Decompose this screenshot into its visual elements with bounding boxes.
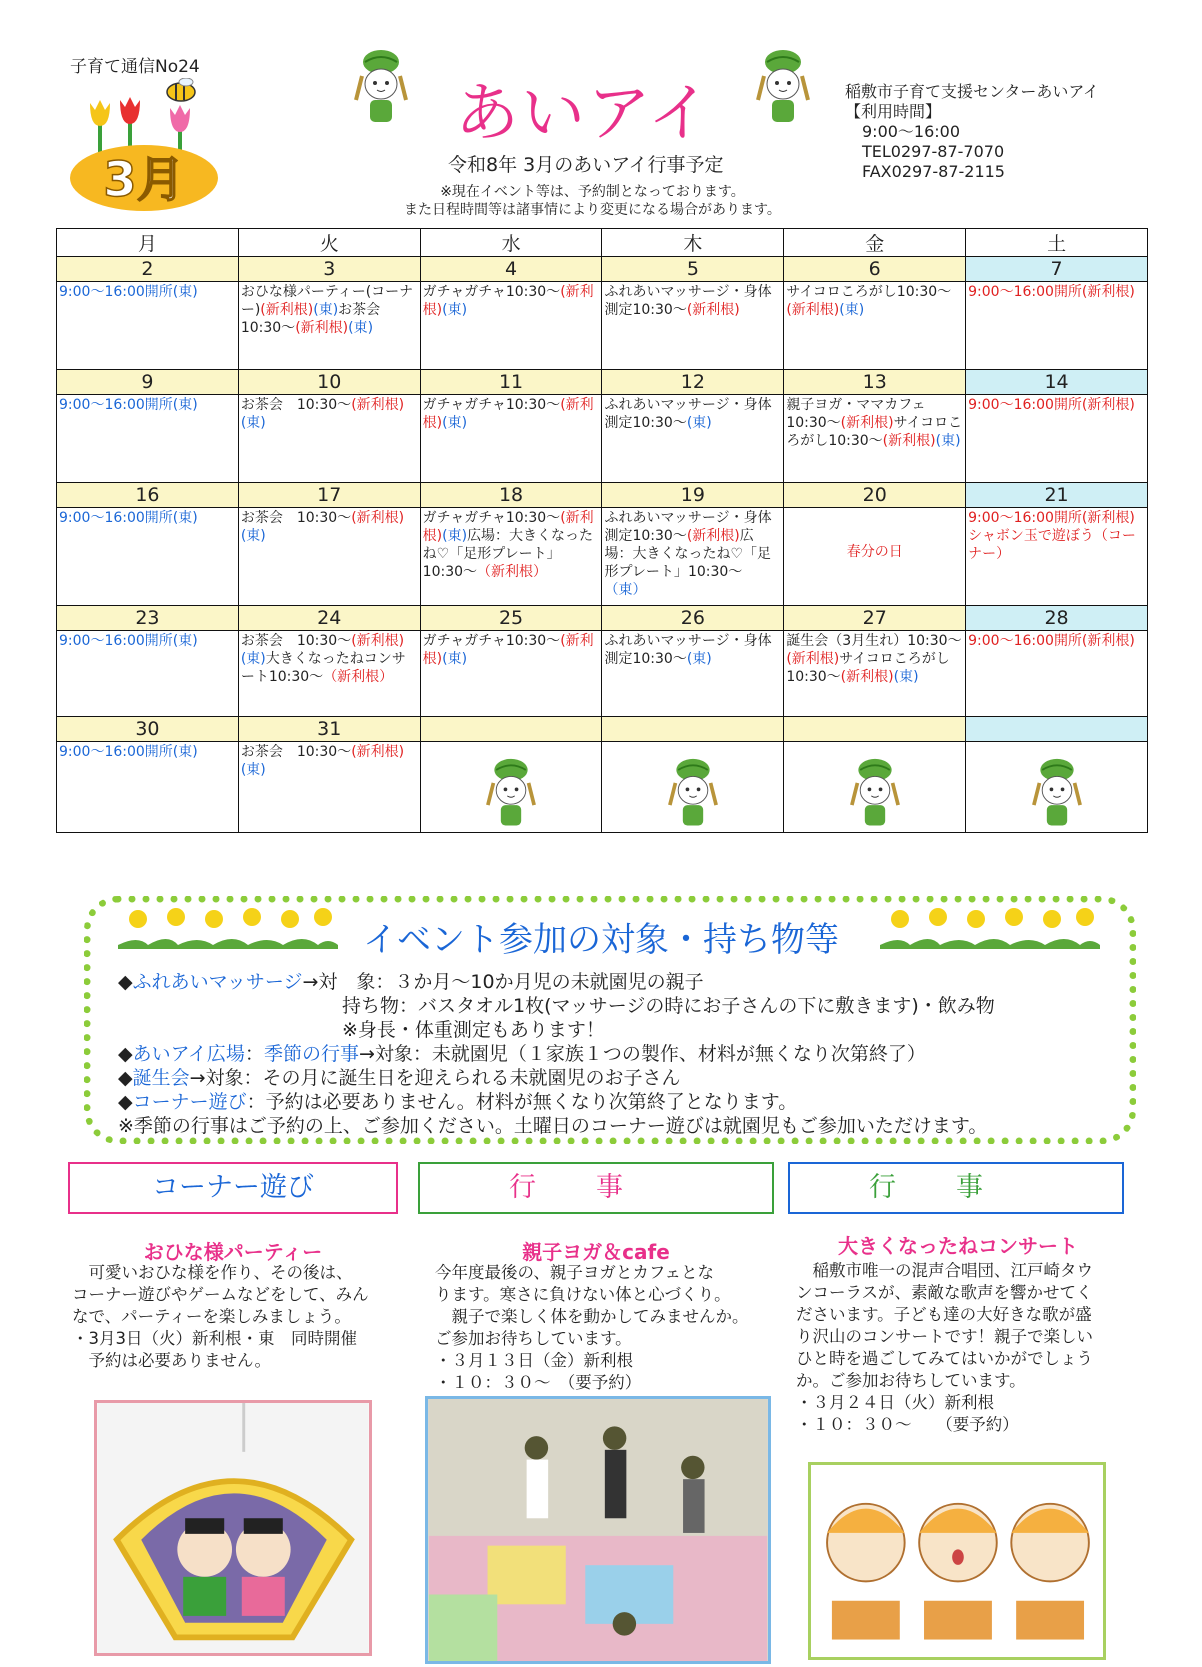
day-number <box>784 717 966 742</box>
event-text: 9:00～16:00 <box>59 510 145 526</box>
section-body-line: 今年度最後の、親子ヨガとカフェとな <box>435 1263 715 1282</box>
info-text: ふれあいマッサージ <box>132 971 303 993</box>
event-text: 9:00～16:00 <box>59 633 145 649</box>
info-text: ： <box>244 1043 264 1065</box>
day-cell <box>420 631 602 717</box>
section-body-line: ります。寒さに負けない体と心づくり。 <box>435 1285 731 1304</box>
section-body-line: なで、パーティーを楽しみましょう。 <box>72 1307 351 1326</box>
event-text: 9:00～16:00 <box>59 284 145 300</box>
day-number: 30 <box>57 717 239 742</box>
info-text: ◆ <box>118 1091 133 1113</box>
day-number: 17 <box>238 483 420 508</box>
event-text: 開所(東) <box>144 744 198 760</box>
month-badge <box>68 78 228 213</box>
event-text: (東) <box>240 651 266 667</box>
weekday-label: 火 <box>238 229 420 257</box>
event-text: (東) <box>686 651 712 667</box>
event-text: 9:00～16:00 <box>968 510 1054 526</box>
event-text: (新利根) <box>840 415 894 431</box>
event-text: 身体測定10:30～ <box>604 510 772 544</box>
day-cell <box>784 631 966 717</box>
event-text: (東) <box>686 415 712 431</box>
event-text: ガチャガチャ <box>422 397 506 413</box>
mascot-icon <box>482 757 540 831</box>
day-cell <box>966 395 1148 483</box>
info-lines <box>118 970 995 1138</box>
issue-number: 子育て通信No24 <box>70 57 200 77</box>
event-text: ふれあいマッサージ <box>604 633 730 649</box>
schedule-subtitle: 令和8年 3月のあいアイ行事予定 <box>448 154 724 176</box>
info-line <box>118 1042 995 1066</box>
event-text: お茶会 10:30～ <box>240 302 395 336</box>
event-text: ふれあいマッサージ・ <box>604 284 744 300</box>
info-line <box>118 1114 995 1138</box>
event-text: ・身体測定10:30～ <box>604 633 772 667</box>
hina-doll-craft-photo <box>94 1400 372 1656</box>
event-text: (新利根) <box>786 302 840 318</box>
center-info <box>845 82 1099 182</box>
mascot-icon <box>752 48 814 128</box>
event-text: (新利根) <box>686 302 740 318</box>
event-text: 身体測定10:30～ <box>604 284 772 318</box>
event-text: お茶会 10:30～ <box>240 744 352 760</box>
day-number: 31 <box>238 717 420 742</box>
event-text: お茶会 10:30～ <box>240 510 352 526</box>
event-text: 10:30～ <box>422 564 478 580</box>
day-cell <box>966 742 1148 833</box>
day-cell <box>784 742 966 833</box>
info-text: ※季節の行事はご予約の上、ご参加ください。土曜日のコーナー遊びは就園児もご参加いただけます。 <box>118 1115 988 1137</box>
day-cell <box>602 631 784 717</box>
event-text: ふれあいマッサージ・ <box>604 510 744 526</box>
day-cell <box>57 742 239 833</box>
info-text: ◆ <box>118 971 133 993</box>
day-number: 11 <box>420 370 602 395</box>
event-text: （東） <box>604 582 647 598</box>
page-title: あいアイ <box>455 77 714 151</box>
weekday-label: 土 <box>966 229 1148 257</box>
weekday-header <box>57 229 1148 257</box>
day-number: 25 <box>420 606 602 631</box>
event-text: ふれあいマッサージ・ <box>604 397 744 413</box>
day-number: 12 <box>602 370 784 395</box>
day-number: 9 <box>57 370 239 395</box>
info-text: あいアイ広場 <box>132 1043 245 1065</box>
section-title: おひな様パーティー <box>143 1240 323 1264</box>
day-cell <box>602 395 784 483</box>
info-text: →対 象：３か月～10か月児の未就園児の親子 <box>302 971 704 993</box>
event-text: (東) <box>442 651 468 667</box>
day-cell <box>784 395 966 483</box>
event-text: お茶会 10:30～ <box>240 633 352 649</box>
mascot-icon <box>664 757 722 831</box>
day-number: 7 <box>966 257 1148 282</box>
event-text: (新利根) <box>882 433 936 449</box>
section-body-line: ンコーラスが、素敵な歌声を響かせてく <box>796 1283 1093 1302</box>
event-text: 開所(東) <box>144 397 198 413</box>
day-number: 13 <box>784 370 966 395</box>
dandelion-icon <box>880 905 1100 949</box>
section-title: 大きくなったねコンサート <box>838 1234 1078 1258</box>
section-body-line: 親子で楽しく体を動かしてみませんか。 <box>435 1307 749 1326</box>
day-cell <box>602 508 784 606</box>
day-cell <box>420 395 602 483</box>
day-number: 28 <box>966 606 1148 631</box>
event-text: サイコロころがし <box>786 415 963 449</box>
info-text: 持ち物：バスタオル1枚(マッサージの時にお子さんの下に敷きます)・飲み物 <box>342 995 995 1017</box>
day-number: 6 <box>784 257 966 282</box>
section-body-line: ご参加お待ちしています。 <box>435 1329 632 1348</box>
section-body-line: り沢山のコンサートです！親子で楽しい <box>796 1327 1093 1346</box>
day-cell <box>238 631 420 717</box>
day-cell <box>57 631 239 717</box>
event-text: (新利根) <box>422 510 594 544</box>
event-text: (東) <box>442 302 468 318</box>
event-text: (東) <box>893 669 919 685</box>
event-text: ガチャガチャ <box>422 510 506 526</box>
mascot-icon <box>1028 757 1086 831</box>
info-line <box>118 1090 995 1114</box>
event-text: (新利根) <box>351 510 405 526</box>
mascot-icon <box>846 757 904 831</box>
info-line <box>118 994 995 1018</box>
hours-label: 【利用時間】 <box>845 102 942 121</box>
section-body-line: 予約は必要ありません。 <box>72 1351 271 1370</box>
section-body <box>72 1262 402 1372</box>
hours: 9:00～16:00 <box>862 122 961 141</box>
day-number: 5 <box>602 257 784 282</box>
event-text: (新利根) <box>422 633 594 667</box>
fax: FAX0297-87-2115 <box>862 162 1005 181</box>
day-number: 18 <box>420 483 602 508</box>
info-text: コーナー遊び <box>132 1091 247 1113</box>
section-body-line: 可愛いおひな様を作り、その後は、 <box>72 1263 353 1282</box>
day-cell <box>57 508 239 606</box>
event-text: (東) <box>935 433 961 449</box>
event-text: 開所(東) <box>144 633 198 649</box>
weekday-label: 金 <box>784 229 966 257</box>
weekday-label: 水 <box>420 229 602 257</box>
day-number: 20 <box>784 483 966 508</box>
event-text: (新利根) <box>351 397 405 413</box>
day-number: 24 <box>238 606 420 631</box>
day-cell <box>966 282 1148 370</box>
event-text: 開所(新利根) <box>1053 510 1135 526</box>
section-body-line: ・１０：３０～ （要予約） <box>796 1415 1019 1434</box>
event-text: 10:30～ <box>828 433 883 449</box>
info-text: →対象：その月に誕生日を迎えられる未就園児のお子さん <box>189 1067 681 1089</box>
day-cell <box>238 395 420 483</box>
event-text: 開所(新利根) <box>1053 284 1135 300</box>
info-text: →対象：未就園児（１家族１つの製作、材料が無くなり次第終了） <box>358 1043 926 1065</box>
event-text: （新利根） <box>323 669 394 685</box>
day-cell <box>966 508 1148 606</box>
event-text: 10:30～ <box>896 284 952 300</box>
day-cell <box>784 508 966 606</box>
event-text: (東) <box>240 762 266 778</box>
event-text: 開所(東) <box>144 284 198 300</box>
day-number: 4 <box>420 257 602 282</box>
section-body-line: ・１０：３０～ （要予約） <box>435 1373 642 1392</box>
day-cell <box>420 282 602 370</box>
event-text: 広場：大きくなったね♡「足形プレート」 <box>604 528 772 580</box>
event-text: ガチャガチャ <box>422 284 506 300</box>
day-cell <box>57 282 239 370</box>
section-body-line: ・３月２４日（火）新利根 <box>796 1393 994 1412</box>
section-body-line: ひと時を過ごしてみてはいかがでしょう <box>796 1349 1093 1368</box>
info-text: 季節の行事 <box>263 1043 359 1065</box>
calendar <box>56 228 1148 833</box>
day-number: 14 <box>966 370 1148 395</box>
info-text: ◆ <box>118 1043 133 1065</box>
day-cell <box>57 395 239 483</box>
event-text: （新利根） <box>477 564 548 580</box>
day-number: 21 <box>966 483 1148 508</box>
event-text: (新利根) <box>260 302 314 318</box>
event-text: (東) <box>240 528 266 544</box>
day-number: 19 <box>602 483 784 508</box>
event-text: (東) <box>442 415 468 431</box>
day-cell <box>238 282 420 370</box>
event-text: 9:00～16:00 <box>968 284 1054 300</box>
day-cell <box>238 508 420 606</box>
day-number <box>602 717 784 742</box>
section-body-line: か。ご参加お待ちしています。 <box>796 1371 1026 1390</box>
tel: TEL0297-87-7070 <box>862 142 1005 161</box>
center-name: 稲敷市子育て支援センターあいアイ <box>845 82 1099 101</box>
event-text: (東) <box>348 320 374 336</box>
section-body-line: コーナー遊びやゲームなどをして、みん <box>72 1285 369 1304</box>
day-cell <box>966 631 1148 717</box>
event-text: (新利根) <box>422 397 594 431</box>
event-text: 開所(東) <box>144 510 198 526</box>
choir-illustration <box>808 1462 1106 1660</box>
holiday-label: 春分の日 <box>846 544 903 560</box>
event-text: 身体測定10:30～ <box>604 397 772 431</box>
info-line <box>118 1066 995 1090</box>
day-number: 26 <box>602 606 784 631</box>
day-number: 3 <box>238 257 420 282</box>
yoga-photo <box>425 1396 771 1664</box>
event-text: シャボン玉で遊ぼう（コーナー） <box>968 528 1136 562</box>
event-text: サイコロころがし <box>839 651 950 667</box>
day-cell <box>420 508 602 606</box>
event-text: 9:00～16:00 <box>59 744 145 760</box>
day-cell <box>602 282 784 370</box>
day-cell <box>602 742 784 833</box>
month-badge-label: 3月 <box>103 152 185 208</box>
notice-line: ※現在イベント等は、予約制となっております。 <box>440 184 745 200</box>
event-text: 10:30～ <box>505 397 561 413</box>
event-text: おひな様パーティー <box>240 284 366 300</box>
day-cell <box>420 742 602 833</box>
info-text: ◆ <box>118 1067 133 1089</box>
event-text: (東) <box>839 302 865 318</box>
event-text: 10:30～ <box>786 415 841 431</box>
notice <box>370 183 815 219</box>
info-text: ：予約は必要ありません。材料が無くなり次第終了となります。 <box>246 1091 798 1113</box>
section-body-line: ・3月3日（火）新利根・東 同時開催 <box>72 1329 357 1348</box>
section-header-corner: コーナー遊び <box>68 1162 398 1214</box>
info-line <box>118 1018 995 1042</box>
event-text: 誕生会（3月生れ） <box>786 633 908 649</box>
event-text: 10:30～ <box>505 510 561 526</box>
event-text: 9:00～16:00 <box>968 633 1054 649</box>
section-body-line: ・３月１３日（金）新利根 <box>435 1351 633 1370</box>
info-line <box>118 970 995 994</box>
info-text: ※身長・体重測定もあります！ <box>342 1019 605 1041</box>
event-text: 大きくなったねコンサート10:30～ <box>240 651 406 685</box>
event-text: (新利根) <box>351 744 405 760</box>
event-text: 10:30～ <box>687 564 743 580</box>
day-cell <box>784 282 966 370</box>
event-text: (東) <box>442 528 468 544</box>
section-body <box>435 1262 785 1394</box>
mascot-icon <box>350 48 412 128</box>
day-number: 23 <box>57 606 239 631</box>
event-text: 開所(新利根) <box>1053 633 1135 649</box>
weekday-label: 月 <box>57 229 239 257</box>
day-number <box>420 717 602 742</box>
info-title: イベント参加の対象・持ち物等 <box>363 920 839 960</box>
event-text: 9:00～16:00 <box>968 397 1054 413</box>
day-cell <box>238 742 420 833</box>
day-number: 27 <box>784 606 966 631</box>
day-number: 16 <box>57 483 239 508</box>
event-text: (新利根) <box>351 633 405 649</box>
event-text: (東) <box>240 415 266 431</box>
event-text: サイコロころがし <box>786 284 897 300</box>
event-text: 10:30～ <box>786 669 841 685</box>
event-text: (新利根) <box>295 320 349 336</box>
dandelion-icon <box>118 905 338 949</box>
section-body-line: ださいます。子ども達の大好きな歌が盛 <box>796 1305 1092 1324</box>
event-text: 広場：大きくなったね♡「足形プレート」 <box>422 528 594 562</box>
section-body-line: 稲敷市唯一の混声合唱団、江戸崎タウ <box>796 1261 1093 1280</box>
event-text: 10:30～ <box>505 633 561 649</box>
event-text: (新利根) <box>786 651 840 667</box>
section-header-event: 行事 <box>788 1162 1124 1214</box>
day-number: 10 <box>238 370 420 395</box>
info-text: 誕生会 <box>132 1067 190 1089</box>
event-text: 親子ヨガ・ママカフェ <box>786 397 926 413</box>
weekday-label: 木 <box>602 229 784 257</box>
event-text: 開所(新利根) <box>1053 397 1135 413</box>
notice-line: また日程時間等は諸事情により変更になる場合があります。 <box>404 202 781 218</box>
section-title: 親子ヨガ＆cafe <box>522 1240 670 1264</box>
section-body <box>796 1260 1136 1436</box>
event-text: お茶会 10:30～ <box>240 397 352 413</box>
section-header-event: 行事 <box>418 1162 774 1214</box>
event-text: (新利根) <box>422 284 594 318</box>
event-text: 10:30～ <box>505 284 561 300</box>
event-text: (東) <box>313 302 339 318</box>
day-number: 2 <box>57 257 239 282</box>
day-number <box>966 717 1148 742</box>
event-text: 9:00～16:00 <box>59 397 145 413</box>
event-text: 10:30～ <box>907 633 962 649</box>
event-text: (コーナー) <box>240 284 414 318</box>
event-text: (新利根) <box>840 669 894 685</box>
event-text: (新利根) <box>686 528 740 544</box>
bee-icon <box>167 78 195 101</box>
event-text: ガチャガチャ <box>422 633 506 649</box>
